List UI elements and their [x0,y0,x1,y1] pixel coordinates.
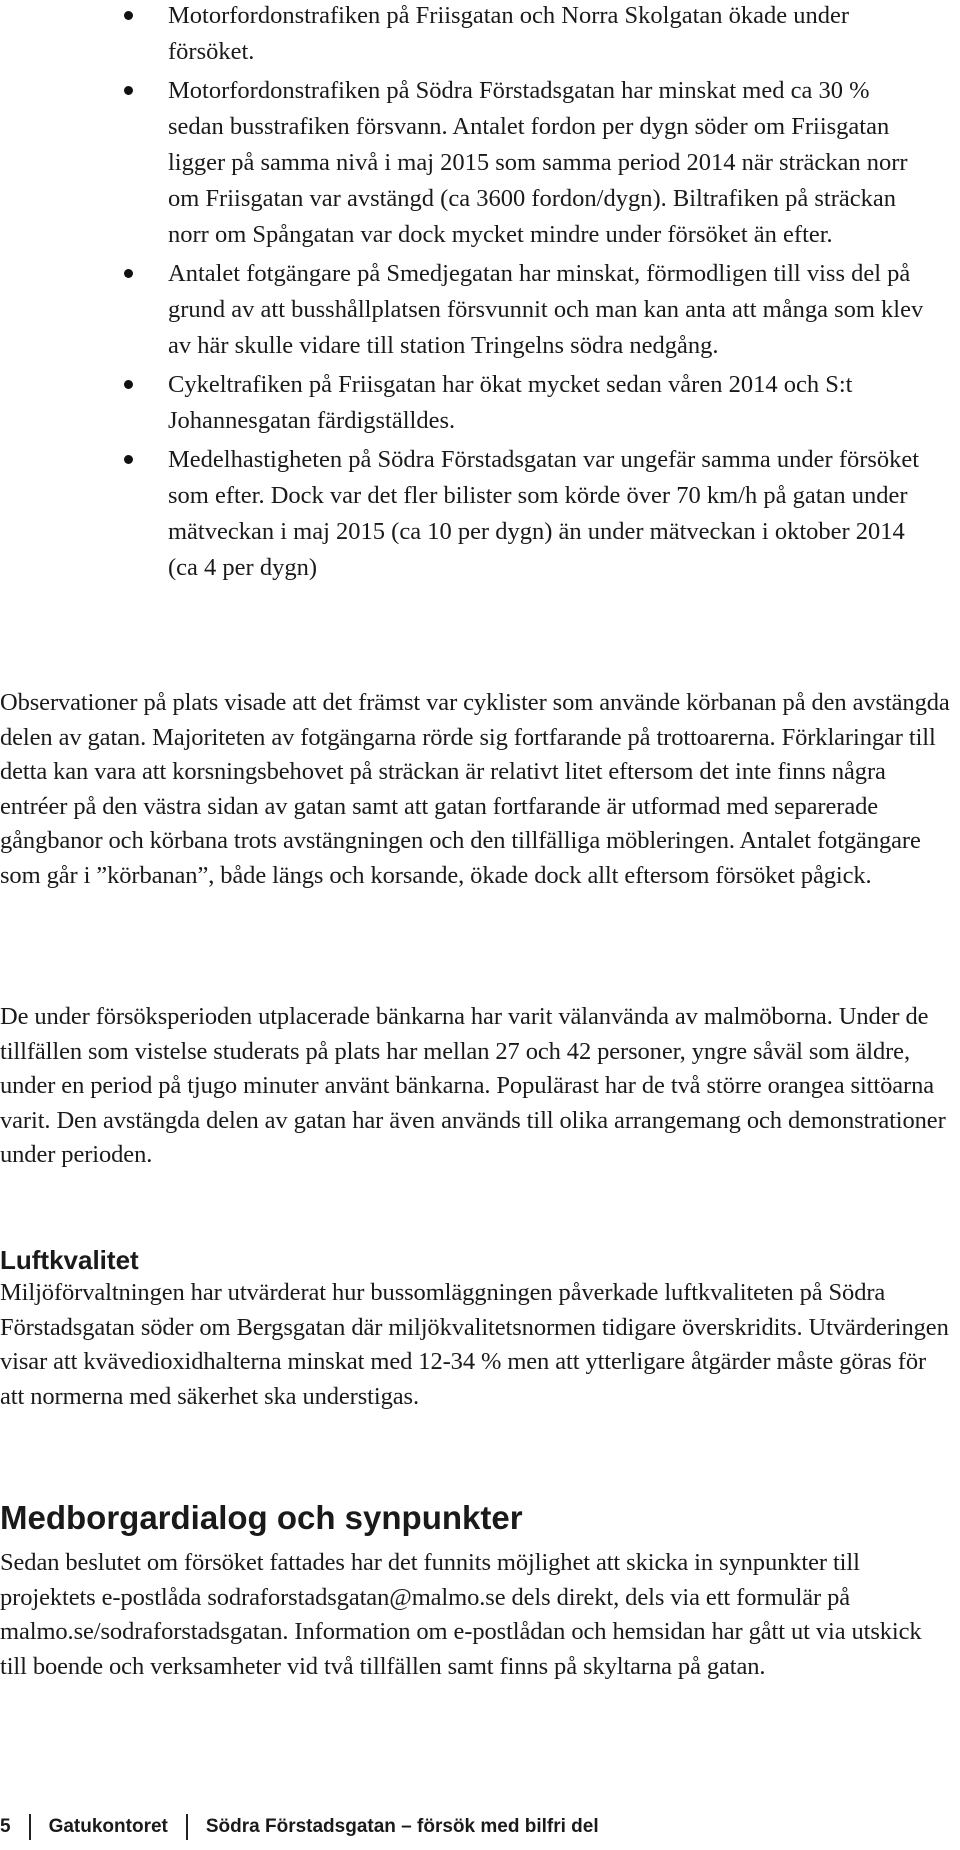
footer-document-title: Södra Förstadsgatan – försök med bilfri del [205,1816,599,1837]
observations-paragraph: Observationer på plats visade att det främst var cyklister som använde körbanan på den avstängda delen av gatan. Majoriteten av fotgängarna rörde sig fortfarande på trottoarerna. Förklaringar till detta kan vara att korsningsbehovet på sträckan är relativt litet eftersom det inte finns några entréer på den västra sidan av gatan samt att gatan fortfarande är utformad med separerade gångbanor och körbana trots avstängningen och den tillfälliga möbleringen. Antalet fotgängare som går i ”körbanan”, både längs och korsande, ökade dock allt eftersom försöket pågick. [0,689,950,889]
air-quality-paragraph: Miljöförvaltningen har utvärderat hur bussomläggningen påverkade luftkvaliteten på Södra Förstadsgatan söder om Bergsgatan där miljökvalitetsnormen tidigare överskridits. Utvärderingen visar att kvävedioxidhalterna minskat med 12-34 % men att ytterligare åtgärder måste göras för att normerna med säkerhet ska understigas. [0,1279,949,1410]
footer-divider [29,1814,31,1840]
findings-bullet-list [0,0,928,589]
page-footer [0,1814,599,1840]
bullet-item: Cykeltrafiken på Friisgatan har ökat mycket sedan våren 2014 och S:t Johannesgatan färdigställdes. [0,367,928,439]
dialogue-heading: Medborgardialog och synpunkter [0,1499,523,1536]
footer-divider [186,1814,188,1840]
bullet-item: Antalet fotgängare på Smedjegatan har minskat, förmodligen till viss del på grund av att busshållplatsen försvunnit och man kan anta att många som klev av här skulle vidare till station Tringelns södra nedgång. [0,256,928,364]
benches-paragraph: De under försöksperioden utplacerade bänkarna har varit välanvända av malmöborna. Under de tillfällen som vistelse studerats på plats har mellan 27 och 42 personer, yngre såväl som äldre, under en period på tjugo minuter använt bänkarna. Populärast har de två större orangea sittöarna varit. Den avstängda delen av gatan har även används till olika arrangemang och demonstrationer under perioden. [0,1003,946,1169]
air-quality-heading: Luftkvalitet [0,1245,139,1275]
bullet-item: Motorfordonstrafiken på Södra Förstadsgatan har minskat med ca 30 % sedan busstrafiken försvann. Antalet fordon per dygn söder om Friisgatan ligger på samma nivå i maj 2015 som samma period 2014 när sträckan norr om Friisgatan var avstängd (ca 3600 fordon/dygn). Biltrafiken på sträckan norr om Spångatan var dock mycket mindre under försöket än efter. [0,73,928,253]
dialogue-paragraph: Sedan beslutet om försöket fattades har det funnits möjlighet att skicka in synpunkter till projektets e-postlåda sodraforstadsgatan@malmo.se dels direkt, dels via ett formulär på malmo.se/sodraforstadsgatan. Information om e-postlådan och hemsidan har gått ut via utskick till boende och verksamheter vid två tillfällen samt finns på skyltarna på gatan. [0,1549,922,1680]
footer-department: Gatukontoret [48,1816,168,1837]
page-number: 5 [0,1816,11,1837]
bullet-item: Medelhastigheten på Södra Förstadsgatan var ungefär samma under försöket som efter. Dock var det fler bilister som körde över 70 km/h på gatan under mätveckan i maj 2015 (ca 10 per dygn) än under mätveckan i oktober 2014 (ca 4 per dygn) [0,442,928,586]
bullet-item: Motorfordonstrafiken på Friisgatan och Norra Skolgatan ökade under försöket. [0,0,928,70]
